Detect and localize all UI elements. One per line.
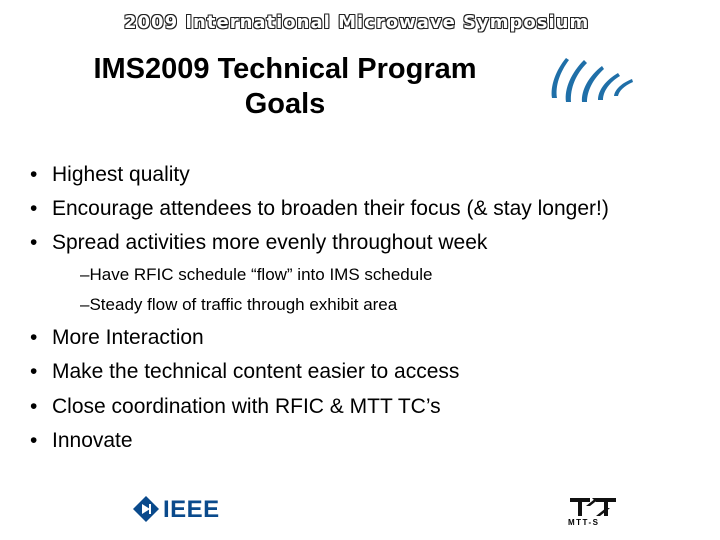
bullet-text: Spread activities more evenly throughout week	[52, 231, 488, 254]
sub-bullet-text: Steady flow of traffic through exhibit area	[89, 295, 398, 314]
ims-wave-logo	[544, 46, 654, 106]
sub-bullet-dash: –	[80, 295, 90, 314]
bullet-dot: •	[30, 163, 38, 186]
mtt-s-mark-icon	[566, 494, 622, 518]
bullet-text: Encourage attendees to broaden their focus (& stay longer!)	[52, 197, 609, 220]
bullet-item	[30, 394, 441, 420]
bullet-text: More Interaction	[52, 326, 204, 349]
bullet-text: Highest quality	[52, 163, 190, 186]
ieee-logo-text: IEEE	[163, 496, 220, 523]
bullet-dot: •	[30, 326, 38, 349]
symposium-banner: 2009 International Microwave Symposium	[124, 12, 590, 33]
bullet-dot: •	[30, 197, 38, 220]
bullet-item	[30, 230, 487, 256]
bullet-dot: •	[30, 360, 38, 383]
mtt-s-logo-text: MTT-S	[568, 518, 600, 527]
bullet-dot: •	[30, 231, 38, 254]
ieee-logo	[133, 494, 233, 526]
bullet-item	[30, 428, 133, 454]
slide-title-line-2: Goals	[244, 88, 326, 120]
bullet-item	[30, 325, 204, 351]
mtt-s-logo	[566, 494, 622, 532]
sub-bullet-text: Have RFIC schedule “flow” into IMS schedule	[89, 265, 433, 284]
bullet-item	[30, 359, 459, 385]
bullet-text: Innovate	[52, 429, 133, 452]
bullet-item	[30, 162, 190, 188]
sub-bullet-item	[80, 264, 432, 286]
sub-bullet-dash: –	[80, 265, 90, 284]
slide-title	[40, 52, 530, 122]
sub-bullet-item	[80, 294, 397, 316]
bullet-text: Make the technical content easier to access	[52, 360, 460, 383]
slide-title-line-1: IMS2009 Technical Program	[93, 53, 477, 85]
bullet-dot: •	[30, 429, 38, 452]
bullet-item	[30, 196, 609, 222]
bullet-dot: •	[30, 395, 38, 418]
bullet-text: Close coordination with RFIC & MTT TC’s	[52, 395, 441, 418]
ieee-diamond-icon	[133, 496, 159, 522]
